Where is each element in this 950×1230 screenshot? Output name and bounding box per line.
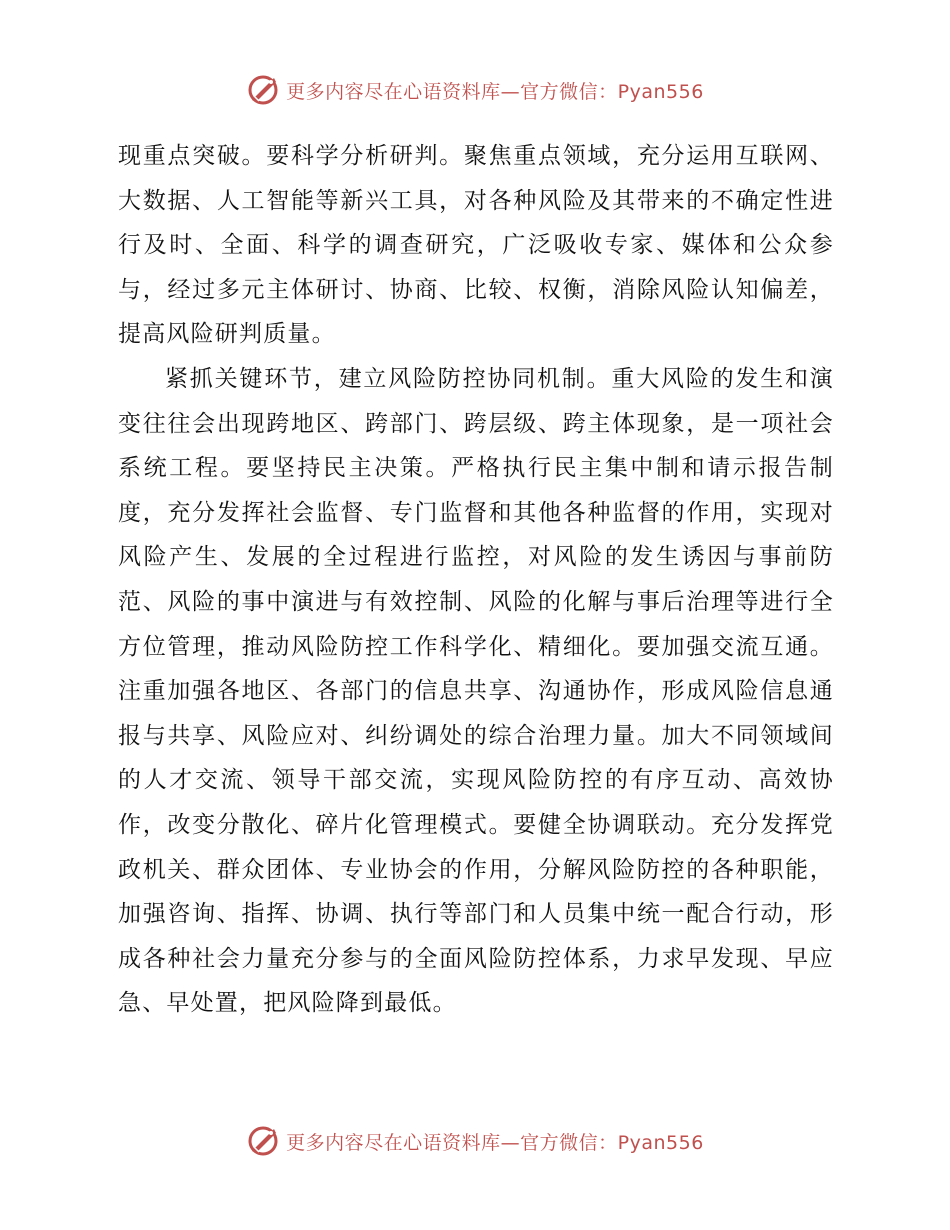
quill-pen-logo-icon	[246, 73, 280, 107]
header-banner	[0, 70, 950, 110]
quill-pen-logo-icon	[246, 1124, 280, 1158]
paragraph-1: 现重点突破。要科学分析研判。聚焦重点领域，充分运用互联网、大数据、人工智能等新兴工具，对各种风险及其带来的不确定性进行及时、全面、科学的调查研究，广泛吸收专家、媒体和公众参与，经过多元主体研讨、协商、比较、权衡，消除风险认知偏差，提高风险研判质量。	[118, 143, 834, 348]
document-body	[118, 134, 834, 1026]
paragraph-2: 紧抓关键环节，建立风险防控协同机制。重大风险的发生和演变往往会出现跨地区、跨部门、跨层级、跨主体现象，是一项社会系统工程。要坚持民主决策。严格执行民主集中制和请示报告制度，充分发挥社会监督、专门监督和其他各种监督的作用，实现对风险产生、发展的全过程进行监控，对风险的发生诱因与事前防范、风险的事中演进与有效控制、风险的化解与事后治理等进行全方位管理，推动风险防控工作科学化、精细化。要加强交流互通。注重加强各地区、各部门的信息共享、沟通协作，形成风险信息通报与共享、风险应对、纠纷调处的综合治理力量。加大不同领域间的人才交流、领导干部交流，实现风险防控的有序互动、高效协作，改变分散化、碎片化管理模式。要健全协调联动。充分发挥党政机关、群众团体、专业协会的作用，分解风险防控的各种职能，加强咨询、指挥、协调、执行等部门和人员集中统一配合行动，形成各种社会力量充分参与的全面风险防控体系，力求早发现、早应急、早处置，把风险降到最低。	[118, 365, 834, 1017]
footer-banner	[0, 1121, 950, 1161]
footer-banner-text: 更多内容尽在心语资料库—官方微信：Pyan556	[286, 1131, 704, 1154]
header-banner-text: 更多内容尽在心语资料库—官方微信：Pyan556	[286, 80, 704, 103]
